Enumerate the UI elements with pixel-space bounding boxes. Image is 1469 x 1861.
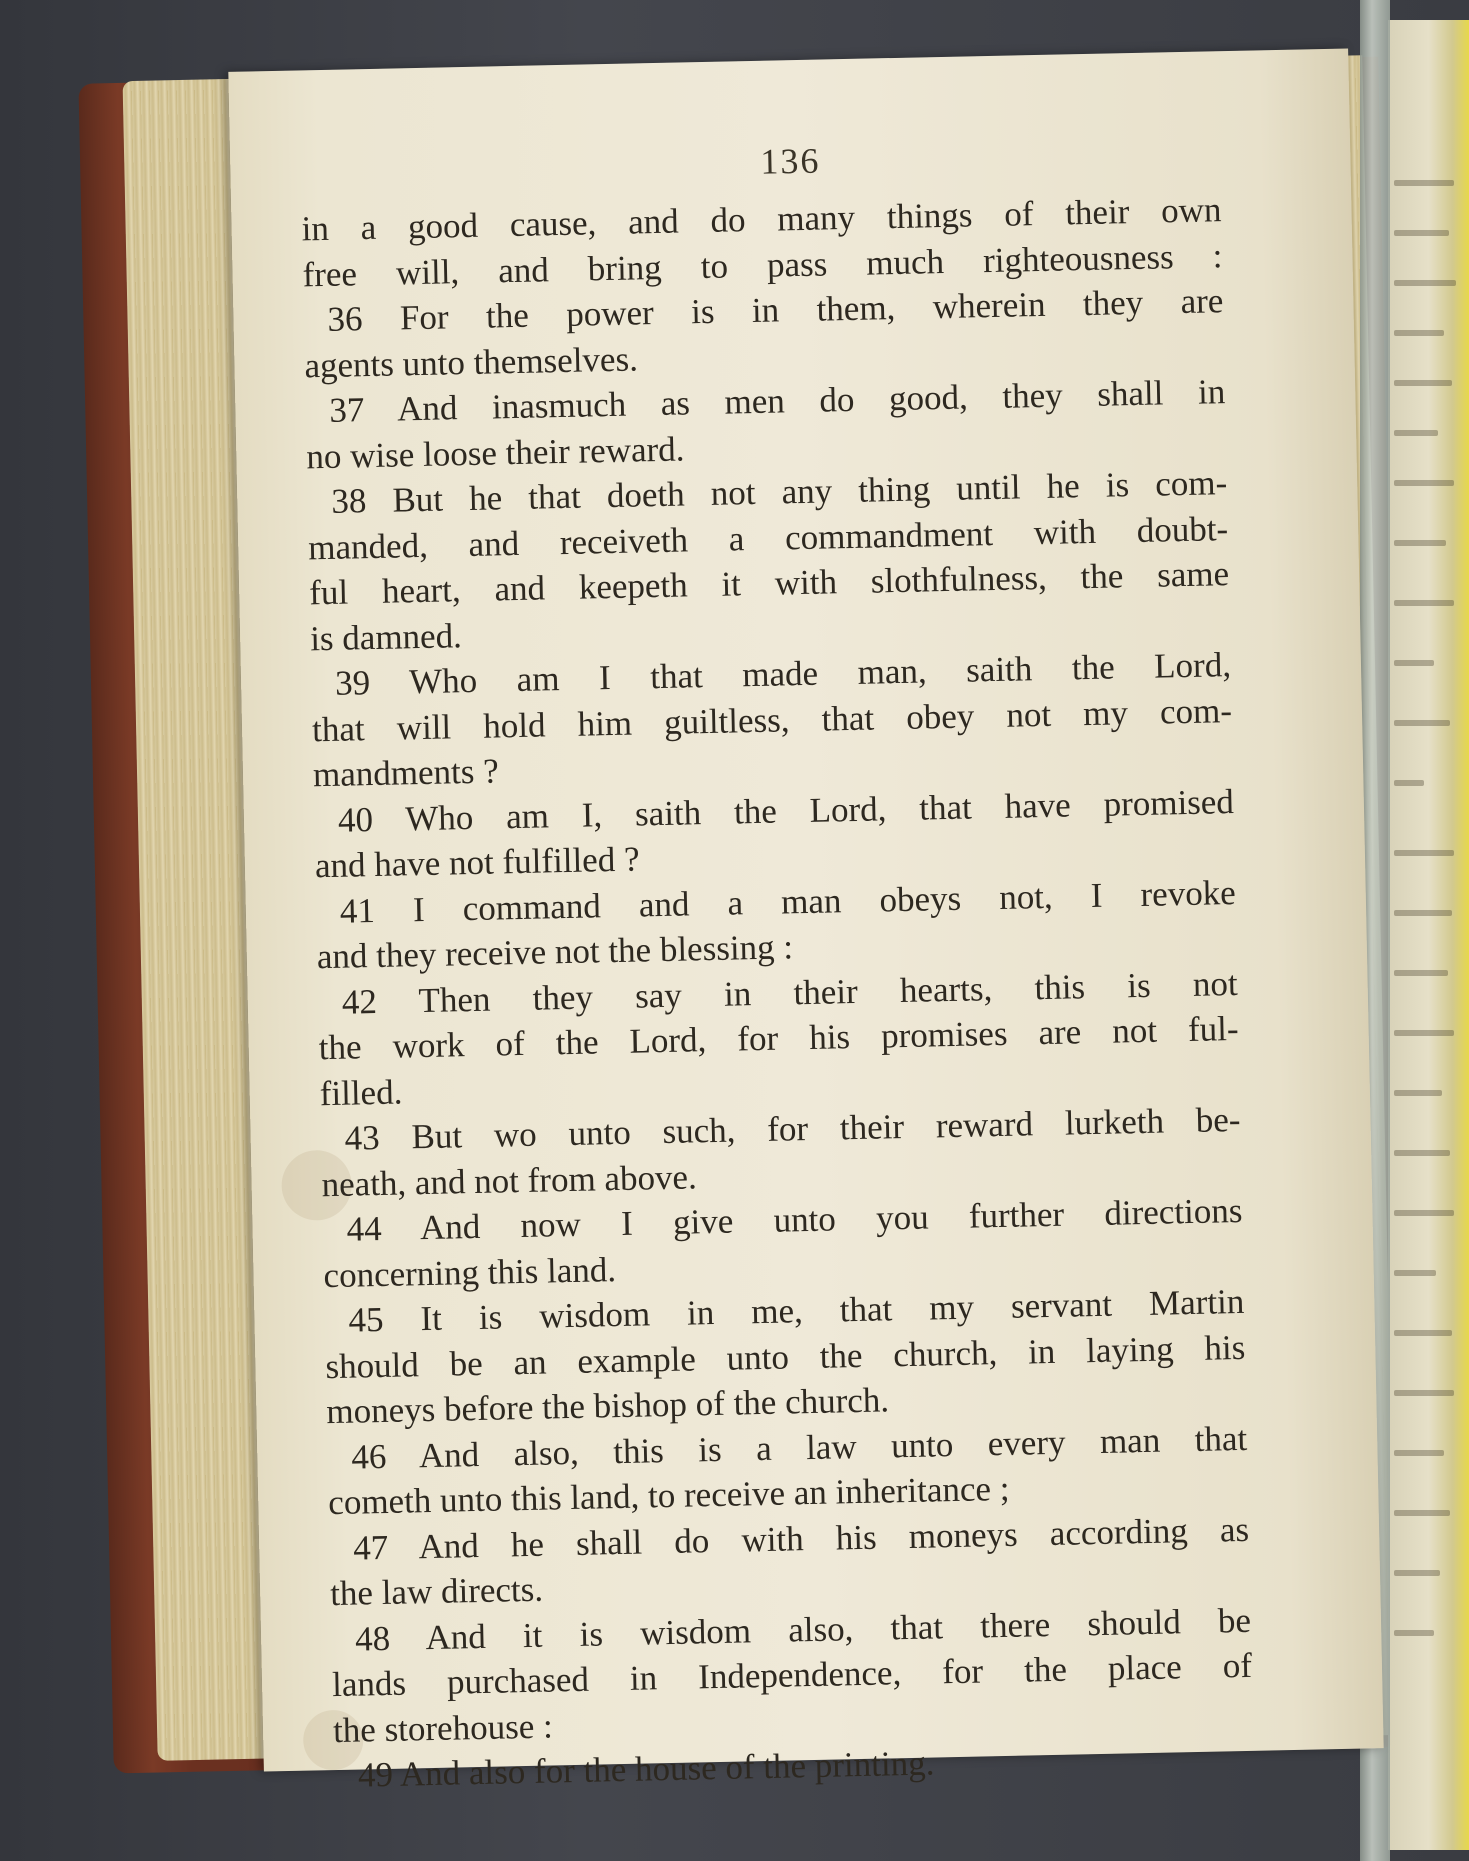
text-line: no wise loose their reward.: [305, 428, 685, 476]
text-line: 42 Then they say in their hearts, this is not: [341, 963, 1239, 1022]
text-line: filled.: [319, 1071, 403, 1113]
text-line: ful heart, and keepeth it with slothfulness, the same: [308, 554, 1230, 613]
text-line: the work of the Lord, for his promises are not ful-: [318, 1008, 1239, 1068]
text-line: 41 I command and a man obeys not, I revoke: [339, 872, 1237, 931]
text-line: 45 It is wisdom in me, that my servant Martin: [348, 1281, 1245, 1340]
text-line: the law directs.: [329, 1569, 544, 1614]
text-line: in a good cause, and do many things of their own: [301, 190, 1222, 249]
text-line: 37 And inasmuch as men do good, they shall in: [329, 372, 1226, 430]
text-line: 44 And now I give unto you further directions: [346, 1190, 1243, 1249]
text-line: lands purchased in Independence, for the place of: [331, 1645, 1253, 1705]
text-line: 40 Who am I, saith the Lord, that have promised: [337, 781, 1235, 840]
text-line: mandments ?: [312, 751, 500, 795]
text-line: the storehouse :: [332, 1705, 554, 1750]
text-line: that will hold him guiltless, that obey not my com-: [311, 690, 1233, 749]
page-number: 136: [759, 140, 821, 182]
text-line: and have not fulfilled ?: [314, 839, 640, 886]
text-line: neath, and not from above.: [321, 1156, 698, 1204]
text-line: 46 And also, this is a law unto every man that: [350, 1418, 1248, 1477]
next-page-edge: [1388, 20, 1469, 1850]
text-line: 47 And he shall do with his moneys according as: [352, 1509, 1250, 1568]
text-line: cometh unto this land, to receive an inheritance ;: [327, 1468, 1010, 1523]
text-line: manded, and receiveth a commandment with doubt-: [307, 508, 1229, 567]
text-line: is damned.: [309, 615, 463, 658]
page-text: [300, 131, 1254, 1798]
text-line: and they receive not the blessing :: [316, 927, 794, 977]
text-line: moneys before the bishop of the church.: [325, 1380, 890, 1432]
text-line: agents unto themselves.: [304, 338, 639, 385]
text-line: should be an example unto the church, in laying his: [325, 1327, 1246, 1386]
text-line: 39 Who am I that made man, saith the Lord,: [334, 645, 1232, 703]
text-line: free will, and bring to pass much righteousness :: [302, 235, 1223, 294]
text-line: 36 For the power is in them, wherein they are: [327, 281, 1224, 339]
text-line: 48 And it is wisdom also, that there should be: [354, 1600, 1252, 1659]
text-line: concerning this land.: [323, 1249, 617, 1295]
text-lines: [301, 187, 1254, 1798]
text-line: 43 But wo unto such, for their reward lurketh be-: [344, 1099, 1241, 1158]
text-line: 38 But he that doeth not any thing until he is com-: [330, 463, 1228, 521]
book-page: [228, 48, 1383, 1795]
text-line: 49 And also for the house of the printing.: [357, 1743, 935, 1795]
